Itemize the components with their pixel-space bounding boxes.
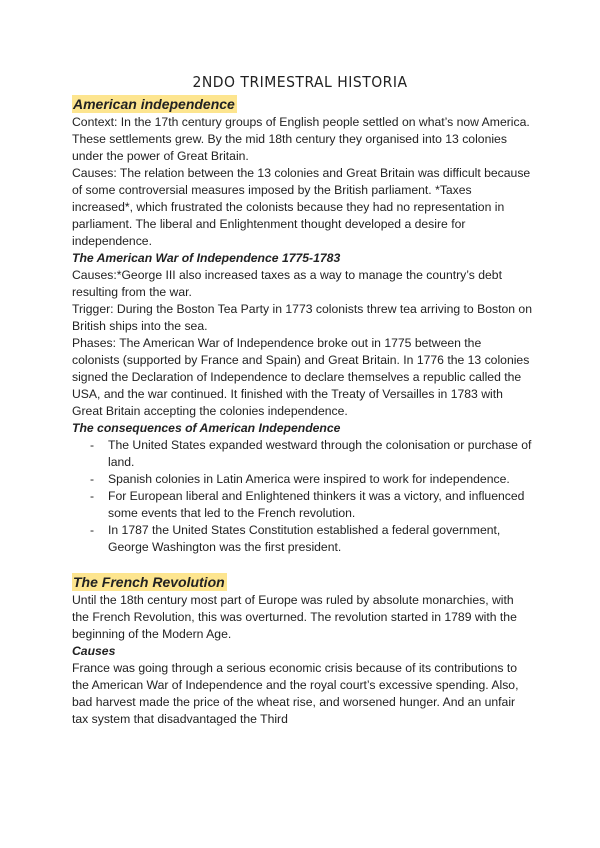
paragraph-french-causes: France was going through a serious economic crisis because of its contributions to the American War of Independence and the royal court’s excessive spending. Also, bad harvest made the price of the wheat rise, and worsened hunger. And an unfair tax system that disadvantaged the Third (72, 661, 519, 726)
document-title: 2NDO TRIMESTRAL HISTORIA (192, 73, 408, 91)
document-body (72, 95, 532, 728)
list-item (72, 522, 532, 556)
list-item-text: For European liberal and Enlightened thinkers it was a victory, and influenced some events that led to the French revolution. (108, 489, 525, 520)
heading-french-revolution (72, 573, 532, 592)
section-heading: The French Revolution (73, 574, 225, 590)
list-item (72, 437, 532, 471)
subheading-consequences: The consequences of American Independence (72, 421, 341, 435)
paragraph-intro: Until the 18th century most part of Europe was ruled by absolute monarchies, with the French Revolution, this was overturned. The revolution started in 1789 with the beginning of the Modern Age. (72, 593, 517, 641)
subheading-war: The American War of Independence 1775-1783 (72, 251, 341, 265)
heading-american-independence (72, 95, 532, 114)
subheading-causes: Causes (72, 644, 116, 658)
list-item-text: The United States expanded westward through the colonisation or purchase of land. (108, 438, 532, 469)
paragraph-causes: Causes: The relation between the 13 colonies and Great Britain was difficult because of some controversial measures imposed by the British parliament. *Taxes increased*, which frustrated the colonists because they had no representation in parliament. The liberal and Enlightenment thought developed a desire for independence. (72, 166, 531, 248)
dash-bullet: - (90, 438, 95, 452)
list-item-text: In 1787 the United States Constitution established a federal government, George Washington was the first president. (108, 523, 501, 554)
list-item (72, 488, 532, 522)
paragraph-phases: Phases: The American War of Independence broke out in 1775 between the colonists (supported by France and Spain) and Great Britain. In 1776 the 13 colonies signed the Declaration of Independence to declare themselves a republic called the USA, and the war continued. It finished with the Treaty of Versailles in 1783 with Great Britain accepting the colonies independence. (72, 336, 530, 418)
section-heading: American independence (73, 96, 235, 112)
dash-bullet: - (90, 472, 95, 486)
paragraph-context: Context: In the 17th century groups of English people settled on what’s now America. These settlements grew. By the mid 18th century they organised into 13 colonies under the power of Great Britain. (72, 115, 530, 163)
list-item-text: Spanish colonies in Latin America were inspired to work for independence. (108, 472, 510, 486)
paragraph-trigger: Trigger: During the Boston Tea Party in 1773 colonists threw tea arriving to Boston on British ships into the sea. (72, 302, 532, 333)
list-item (72, 471, 532, 488)
paragraph-war-causes: Causes:*George III also increased taxes as a way to manage the country’s debt resulting from the war. (72, 268, 502, 299)
consequences-list (72, 437, 532, 556)
spacer (72, 556, 532, 573)
dash-bullet: - (90, 523, 95, 537)
dash-bullet: - (90, 489, 95, 503)
